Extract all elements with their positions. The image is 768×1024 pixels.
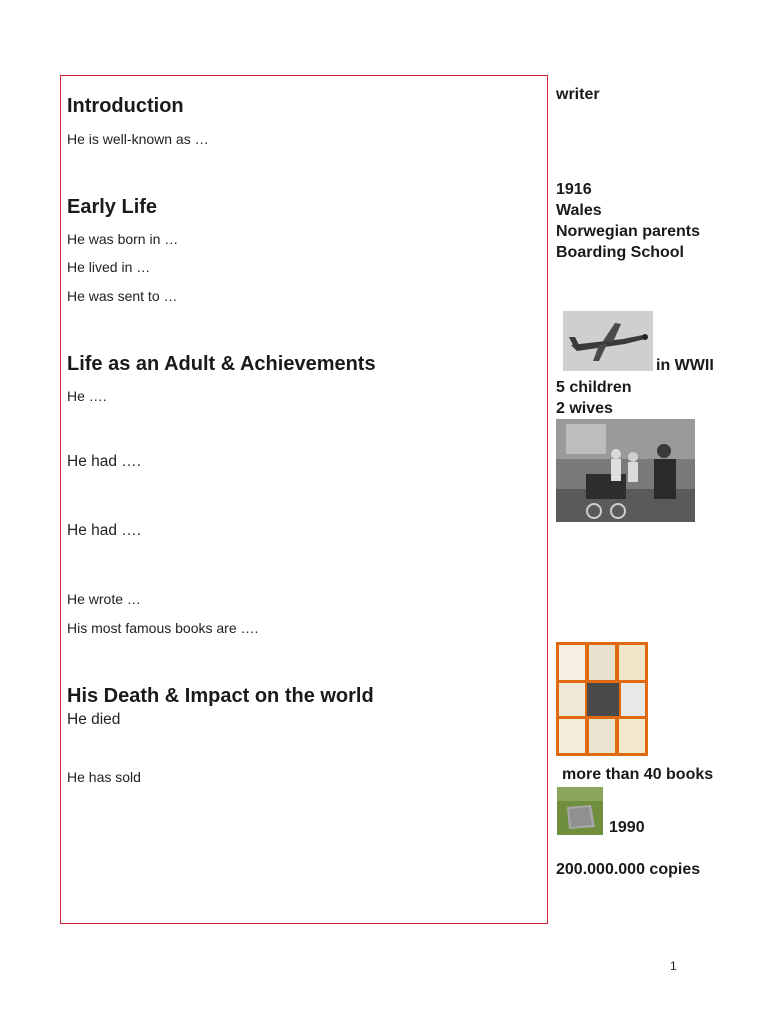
book-covers-collage [556,642,648,756]
early-life-heading: Early Life [67,196,158,218]
answer-year-died: 1990 [609,819,645,836]
adult-life-line: He had …. [67,522,142,539]
gravestone-photo [557,787,603,835]
answer-school: Boarding School [556,244,684,261]
answer-place: Wales [556,202,602,219]
introduction-line: He is well-known as … [67,131,209,147]
adult-life-line: His most famous books are …. [67,620,259,636]
adult-life-heading: Life as an Adult & Achievements [67,353,376,375]
early-life-line: He was born in … [67,231,179,247]
early-life-line: He lived in … [67,259,151,275]
answer-writer: writer [556,86,600,103]
answer-copies: 200.000.000 copies [556,861,701,878]
page-number: 1 [670,959,677,973]
family-photo [556,419,695,522]
answer-wwii: in WWII [656,357,714,374]
warplane-photo [563,311,653,371]
adult-life-line: He …. [67,388,107,404]
early-life-line: He was sent to … [67,288,178,304]
death-heading: His Death & Impact on the world [67,685,374,707]
answer-books-count: more than 40 books [562,766,714,783]
answer-parents: Norwegian parents [556,223,701,240]
death-line: He died [67,711,121,728]
adult-life-line: He wrote … [67,591,141,607]
answer-children: 5 children [556,379,632,396]
death-line: He has sold [67,769,141,785]
answer-wives: 2 wives [556,400,613,417]
answer-year-born: 1916 [556,181,592,198]
introduction-heading: Introduction [67,95,184,117]
adult-life-line: He had …. [67,453,142,470]
